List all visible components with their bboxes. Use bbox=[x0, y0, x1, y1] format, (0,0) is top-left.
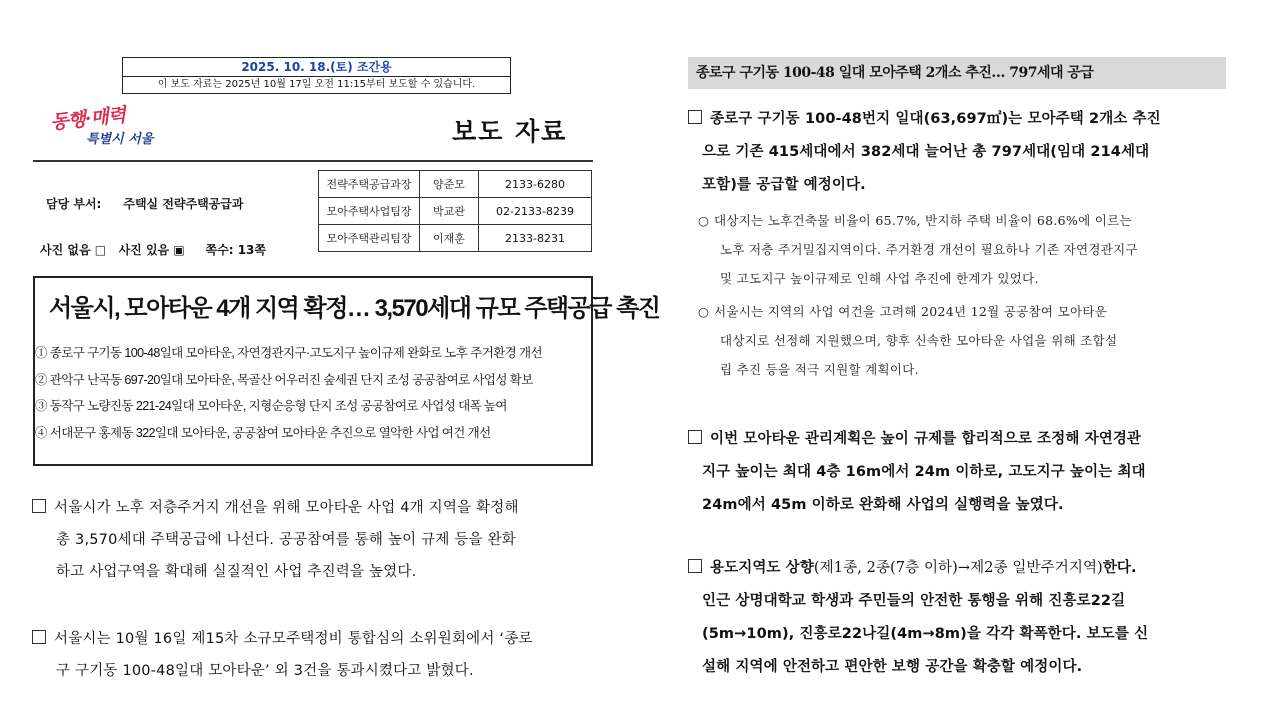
paragraph-line: 서울시는 지역의 사업 여건을 고려해 2024년 12월 공공참여 모아타운 bbox=[714, 304, 1108, 319]
contact-phone: 2133-8231 bbox=[479, 225, 592, 252]
embargo-notice: 이 보도 자료는 2025년 10월 17일 오전 11:15부터 보도할 수 있습니다. bbox=[157, 79, 476, 90]
paragraph bbox=[688, 552, 1258, 684]
paragraph bbox=[32, 492, 612, 588]
paragraph bbox=[688, 103, 1258, 202]
table-row bbox=[319, 198, 592, 225]
department bbox=[46, 195, 243, 212]
subheads bbox=[35, 340, 591, 446]
paragraph-line: 24m에서 45m 이하로 완화해 사업의 실행력을 높였다. bbox=[702, 497, 1064, 513]
contact-person: 이재훈 bbox=[420, 225, 479, 252]
paragraph-line: 서울시는 10월 16일 제15차 소규모주택정비 통합심의 소위원회에서 ‘종로 bbox=[54, 631, 533, 647]
issue-date: 2025. 10. 18.(토) 조간용 bbox=[123, 58, 510, 77]
paragraph-line: 이번 모아타운 관리계획은 높이 규제를 합리적으로 조정해 자연경관 bbox=[710, 431, 1142, 447]
paragraph-line: 하고 사업구역을 확대해 실질적인 사업 추진력을 높였다. bbox=[56, 564, 417, 580]
paragraph-line: 한다. bbox=[1102, 560, 1137, 576]
contact-phone: 2133-6280 bbox=[479, 171, 592, 198]
logo-line1: 동행·매력 bbox=[49, 104, 127, 134]
contact-team: 모아주택관리팀장 bbox=[319, 225, 420, 252]
paragraph-line: 지구 높이는 최대 4층 16m에서 24m 이하로, 고도지구 높이는 최대 bbox=[702, 464, 1146, 480]
sub-point bbox=[698, 206, 1254, 293]
section-title: 종로구 구기동 100-48 일대 모아주택 2개소 추진… 797세대 공급 bbox=[688, 57, 1226, 89]
paragraph-line: (제1종, 2종(7층 이하)→제2종 일반주거지역) bbox=[813, 560, 1103, 576]
paragraph-line: 용도지역도 상향 bbox=[710, 560, 814, 576]
contact-team: 전략주택공급과장 bbox=[319, 171, 420, 198]
paragraph-line: 및 고도지구 높이규제로 인해 사업 추진에 한계가 있었다. bbox=[720, 271, 1039, 286]
contact-person: 양준모 bbox=[420, 171, 479, 198]
checkbox-bullet-icon bbox=[32, 499, 46, 513]
headline: 서울시, 모아타운 4개 지역 확정… 3,570세대 규모 주택공급 촉진 bbox=[49, 295, 660, 322]
circle-bullet-icon: ○ bbox=[698, 304, 710, 319]
subhead-item: ④ 서대문구 홍제동 322일대 모아타운, 공공참여 모아타운 추진으로 열악한 사업 여건 개선 bbox=[35, 425, 491, 440]
contact-team: 모아주택사업팀장 bbox=[319, 198, 420, 225]
paragraph-line: 종로구 구기동 100-48번지 일대(63,697㎡)는 모아주택 2개소 추진 bbox=[710, 111, 1161, 127]
subhead-item: ② 관악구 난곡동 697-20일대 모아타운, 목골산 어우러진 숲세권 단지 조성 공공참여로 사업성 확보 bbox=[35, 372, 533, 387]
date-box bbox=[122, 57, 511, 94]
paragraph-line: 노후 저층 주거밀집지역이다. 주거환경 개선이 필요하나 기존 자연경관지구 bbox=[720, 242, 1138, 257]
table-row bbox=[319, 171, 592, 198]
paragraph bbox=[688, 423, 1258, 522]
photo-info: 사진 없음 □ 사진 있음 ▣ 쪽수: 13쪽 bbox=[40, 243, 266, 257]
department-name: 주택실 전략주택공급과 bbox=[123, 197, 244, 211]
table-row bbox=[319, 225, 592, 252]
contact-phone: 02-2133-8239 bbox=[479, 198, 592, 225]
checkbox-bullet-icon bbox=[688, 559, 702, 573]
paragraph-line: 립 추진 등을 적극 지원할 계획이다. bbox=[720, 362, 919, 377]
logo-line2: 특별시 서울 bbox=[86, 132, 154, 147]
paragraph-line: 인근 상명대학교 학생과 주민들의 안전한 통행을 위해 진흥로22길 bbox=[702, 593, 1126, 609]
checkbox-bullet-icon bbox=[688, 110, 702, 124]
sub-point bbox=[698, 297, 1254, 384]
department-label: 담당 부서: bbox=[46, 197, 102, 211]
doc-title: 보도 자료 bbox=[452, 117, 568, 146]
circle-bullet-icon: ○ bbox=[698, 213, 710, 228]
contact-person: 박교관 bbox=[420, 198, 479, 225]
paragraph-line: 대상지로 선정해 지원했으며, 향후 신속한 모아타운 사업을 위해 조합설 bbox=[720, 333, 1118, 348]
checkbox-bullet-icon bbox=[688, 430, 702, 444]
paragraph-line: 서울시가 노후 저층주거지 개선을 위해 모아타운 사업 4개 지역을 확정해 bbox=[54, 500, 519, 516]
divider bbox=[33, 160, 593, 162]
paragraph bbox=[32, 623, 612, 687]
checkbox-bullet-icon bbox=[32, 630, 46, 644]
contacts-table bbox=[318, 170, 592, 252]
paragraph-line: 구 구기동 100-48일대 모아타운’ 외 3건을 통과시켰다고 밝혔다. bbox=[56, 663, 474, 679]
paragraph-line: 으로 기존 415세대에서 382세대 늘어난 총 797세대(임대 214세대 bbox=[702, 144, 1150, 160]
paragraph-line: 총 3,570세대 주택공급에 나선다. 공공참여를 통해 높이 규제 등을 완화 bbox=[56, 532, 516, 548]
paragraph-line: 대상지는 노후건축물 비율이 65.7%, 반지하 주택 비율이 68.6%에 이르는 bbox=[714, 213, 1132, 228]
seoul-logo bbox=[44, 104, 164, 154]
headline-box bbox=[33, 276, 660, 466]
paragraph-line: 포함)를 공급할 예정이다. bbox=[702, 177, 866, 193]
paragraph-line: 설해 지역에 안전하고 편안한 보행 공간을 확충할 예정이다. bbox=[702, 659, 1083, 675]
subhead-item: ① 종로구 구기동 100-48일대 모아타운, 자연경관지구·고도지구 높이규제 완화로 노후 주거환경 개선 bbox=[35, 346, 542, 360]
subhead-item: ③ 동작구 노량진동 221-24일대 모아타운, 지형순응형 단지 조성 공공참여로 사업성 대폭 높여 bbox=[35, 399, 507, 413]
paragraph-line: (5m→10m), 진흥로22나길(4m→8m)을 각각 확폭한다. 보도를 신 bbox=[702, 626, 1149, 642]
